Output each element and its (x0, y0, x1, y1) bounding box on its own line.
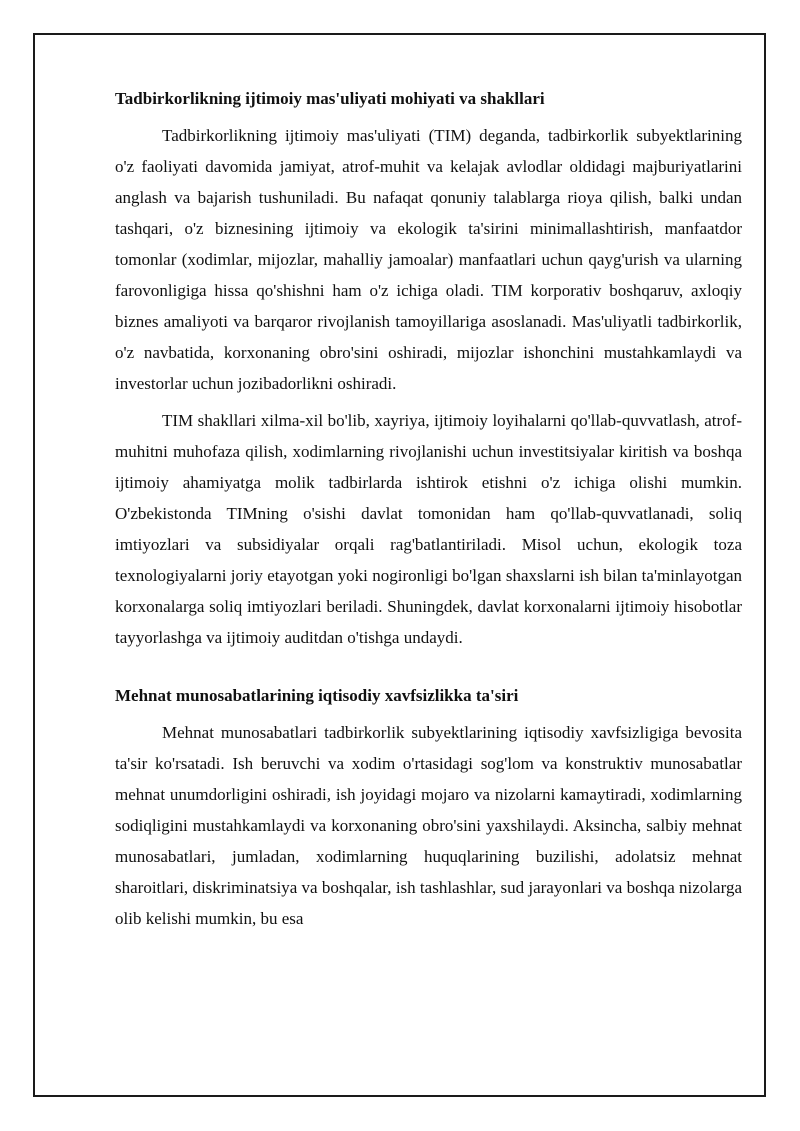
paragraph: TIM shakllari xilma-xil bo'lib, xayriya, ijtimoiy loyihalarni qo'llab-quvvatlash, atrof-muhitni muhofaza qilish, xodimlarning rivojlanishi uchun investitsiyalar kiritish va boshqa ijtimoiy ahamiyatga molik tadbirlarda ishtirok etishni o'z ichiga olishi mumkin. O'zbekistonda TIMning o'sishi davlat tomonidan ham qo'llab-quvvatlanadi, soliq imtiyozlari va subsidiyalar orqali rag'batlantiriladi. Misol uchun, ekologik toza texnologiyalarni joriy etayotgan yoki nogironligi bo'lgan shaxslarni ish bilan ta'minlayotgan korxonalarga soliq imtiyozlari beriladi. Shuningdek, davlat korxonalarni ijtimoiy hisobotlar tayyorlashga va ijtimoiy auditdan o'tishga undaydi. (115, 411, 742, 647)
paragraph: Mehnat munosabatlari tadbirkorlik subyektlarining iqtisodiy xavfsizligiga bevosita ta'sir ko'rsatadi. Ish beruvchi va xodim o'rtasidagi sog'lom va konstruktiv munosabatlar mehnat unumdorligini oshiradi, ish joyidagi mojaro va nizolarni kamaytiradi, xodimlarning sodiqligini mustahkamlaydi va korxonaning obro'sini yaxshilaydi. Aksincha, salbiy mehnat munosabatlari, jumladan, xodimlarning huquqlarining buzilishi, adolatsiz mehnat sharoitlari, diskriminatsiya va boshqalar, ish tashlashlar, sud jarayonlari va boshqa nizolarga olib kelishi mumkin, bu esa (115, 723, 742, 928)
document-body (115, 86, 742, 940)
section-heading: Mehnat munosabatlarining iqtisodiy xavfsizlikka ta'siri (115, 686, 519, 705)
paragraph: Tadbirkorlikning ijtimoiy mas'uliyati (TIM) deganda, tadbirkorlik subyektlarining o'z faoliyati davomida jamiyat, atrof-muhit va kelajak avlodlar oldidagi majburiyatlarini anglash va bajarish tushuniladi. Bu nafaqat qonuniy talablarga rioya qilish, balki undan tashqari, o'z biznesining ijtimoiy va ekologik ta'sirini minimallashtirish, manfaatdor tomonlar (xodimlar, mijozlar, mahalliy jamoalar) manfaatlari uchun qayg'urish va ularning farovonligiga hissa qo'shishni ham o'z ichiga oladi. TIM korporativ boshqaruv, axloqiy biznes amaliyoti va barqaror rivojlanish tamoyillariga asoslanadi. Mas'uliyatli tadbirkorlik, o'z navbatida, korxonaning obro'sini oshiradi, mijozlar ishonchini mustahkamlaydi va investorlar uchun jozibadorlikni oshiradi. (115, 126, 742, 393)
section-heading: Tadbirkorlikning ijtimoiy mas'uliyati mohiyati va shakllari (115, 89, 545, 108)
